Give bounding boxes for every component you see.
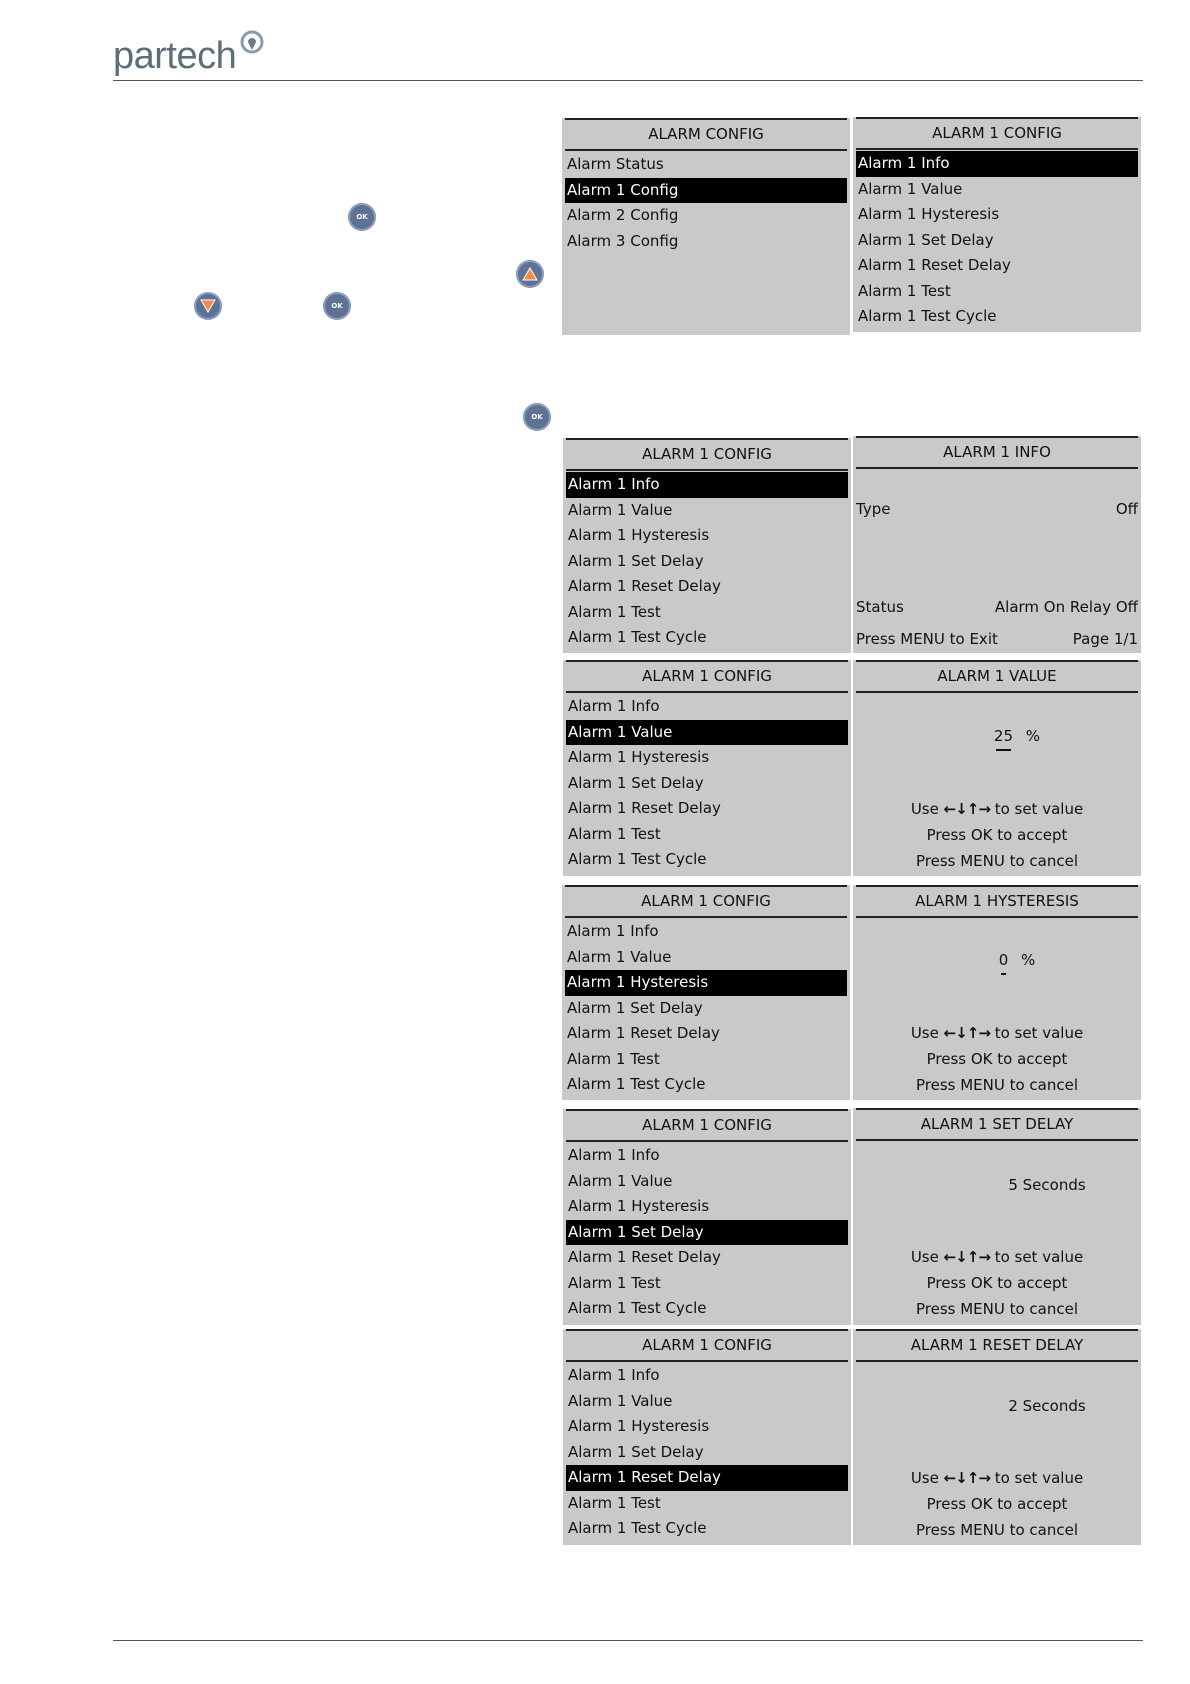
arrow-keys-icon: ←↓↑→ [943,1024,990,1042]
instruction-cancel: Press MENU to cancel [915,1076,1079,1094]
up-arrow-button-icon [516,260,544,288]
menu-item: Alarm 3 Config [567,231,679,250]
alarm1-config-screen [563,438,851,653]
menu-item: Alarm 1 Test [567,1049,660,1068]
set-value-text: to set value [994,800,1084,818]
instruction-cancel: Press MENU to cancel [915,852,1079,870]
screen-title: ALARM 1 SET DELAY [856,1108,1138,1141]
value-unit: % [1021,951,1036,969]
menu-item: Alarm 1 Test Cycle [567,1075,706,1093]
menu-list [566,694,848,873]
screen-title: ALARM 1 CONFIG [856,117,1138,150]
menu-item-selected: Alarm 1 Set Delay [566,1220,848,1246]
value-display: 5 Seconds [1008,1176,1086,1194]
down-arrow-button-icon [194,292,222,320]
menu-list [566,1143,848,1322]
menu-item: Alarm 1 Hysteresis [858,205,1000,223]
value-display [853,727,1141,745]
status-value: Alarm On Relay Off [994,598,1138,616]
menu-item: Alarm 1 Info [567,922,659,940]
screen-title: ALARM 1 INFO [856,436,1138,469]
value-number: 0 [998,951,1009,969]
alarm1-reset-delay-screen [853,1329,1141,1545]
arrow-keys-icon: ←↓↑→ [943,1248,990,1266]
menu-item-selected: Alarm 1 Reset Delay [566,1465,848,1491]
menu-list [565,152,847,254]
screen-title: ALARM 1 CONFIG [566,438,848,471]
alarm1-info-screen [853,436,1141,653]
instruction-use [856,1248,1138,1266]
instruction-use [856,800,1138,818]
alarm1-value-screen [853,660,1141,876]
screen-title: ALARM 1 CONFIG [566,1109,848,1142]
menu-item-selected: Alarm 1 Config [565,178,847,204]
type-value: Off [1115,500,1138,518]
menu-list [565,919,847,1098]
instruction-use [856,1469,1138,1487]
instruction-ok: Press OK to accept [926,1495,1068,1513]
arrow-keys-icon: ←↓↑→ [943,800,990,818]
screen-title: ALARM 1 HYSTERESIS [856,885,1138,918]
alarm1-config-screen [562,885,850,1100]
value-display: 2 Seconds [1008,1397,1086,1415]
menu-item: Alarm 1 Reset Delay [568,1248,721,1266]
footer-rule [113,1640,1143,1641]
menu-item: Alarm 1 Value [568,1171,673,1190]
screen-title: ALARM 1 VALUE [856,660,1138,693]
instruction-cancel: Press MENU to cancel [915,1300,1079,1318]
type-label: Type [856,500,891,518]
ok-button-icon: OK [523,403,551,431]
menu-item: Alarm 1 Set Delay [568,1442,704,1461]
menu-item: Alarm 1 Value [568,1391,673,1410]
screen-title: ALARM 1 RESET DELAY [856,1329,1138,1362]
page-indicator: Page 1/1 [1072,630,1138,648]
menu-list [856,151,1138,330]
menu-item: Alarm 1 Value [568,500,673,519]
menu-item-selected: Alarm 1 Value [566,720,848,746]
value-number: 25 [993,727,1014,745]
ok-button-icon: OK [323,292,351,320]
header-rule [113,80,1143,81]
menu-item: Alarm 1 Hysteresis [568,748,710,766]
instruction-ok: Press OK to accept [926,1050,1068,1068]
ok-button-icon: OK [348,203,376,231]
footer-row [856,630,1138,648]
alarm1-config-screen [563,1109,851,1325]
instruction-ok: Press OK to accept [926,1274,1068,1292]
menu-item: Alarm 1 Set Delay [567,998,703,1017]
menu-item: Alarm 1 Test [568,1493,661,1512]
menu-item: Alarm 1 Test Cycle [568,628,707,646]
menu-item: Alarm 1 Test Cycle [568,850,707,868]
menu-item: Alarm 1 Test [568,602,661,621]
menu-item: Alarm Status [567,155,664,173]
menu-item: Alarm 1 Test Cycle [568,1519,707,1537]
arrow-keys-icon: ←↓↑→ [943,1469,990,1487]
use-text: Use [910,1248,939,1266]
value-display [853,951,1141,969]
set-value-text: to set value [994,1469,1084,1487]
alarm1-config-screen [563,1329,851,1545]
set-value-text: to set value [994,1024,1084,1042]
menu-item: Alarm 1 Value [858,179,963,198]
menu-item: Alarm 1 Hysteresis [568,526,710,544]
screen-title: ALARM 1 CONFIG [566,660,848,693]
menu-item: Alarm 1 Reset Delay [568,577,721,595]
screen-title: ALARM 1 CONFIG [565,885,847,918]
menu-item: Alarm 1 Set Delay [858,230,994,249]
status-row [856,598,1138,616]
menu-item: Alarm 1 Test [568,824,661,843]
logo-text: partech [113,35,237,77]
use-text: Use [910,800,939,818]
exit-hint: Press MENU to Exit [856,630,998,648]
menu-item: Alarm 1 Reset Delay [568,799,721,817]
menu-item: Alarm 1 Hysteresis [568,1417,710,1435]
menu-item: Alarm 1 Test [858,281,951,300]
screen-title: ALARM CONFIG [565,118,847,151]
screen-title: ALARM 1 CONFIG [566,1329,848,1362]
menu-item: Alarm 1 Test [568,1273,661,1292]
alarm1-set-delay-screen [853,1108,1141,1325]
menu-item: Alarm 1 Hysteresis [568,1197,710,1215]
menu-item: Alarm 1 Reset Delay [567,1024,720,1042]
menu-item-selected: Alarm 1 Info [856,151,1138,177]
alarm1-config-screen [853,117,1141,332]
instruction-use [856,1024,1138,1042]
menu-item: Alarm 1 Set Delay [568,551,704,570]
alarm1-hysteresis-screen [853,885,1141,1100]
instruction-cancel: Press MENU to cancel [915,1521,1079,1539]
menu-item: Alarm 1 Info [568,1366,660,1384]
set-value-text: to set value [994,1248,1084,1266]
type-row [856,500,1138,518]
menu-item: Alarm 1 Value [567,947,672,966]
menu-item: Alarm 2 Config [567,206,679,224]
use-text: Use [910,1469,939,1487]
menu-item: Alarm 1 Info [568,697,660,715]
alarm1-config-screen [563,660,851,876]
use-text: Use [910,1024,939,1042]
menu-list [566,472,848,651]
menu-item: Alarm 1 Set Delay [568,773,704,792]
status-label: Status [856,598,904,616]
instruction-ok: Press OK to accept [926,826,1068,844]
value-unit: % [1025,727,1041,745]
menu-item: Alarm 1 Test Cycle [858,307,997,325]
alarm-config-screen [562,118,850,335]
menu-item: Alarm 1 Reset Delay [858,256,1011,274]
menu-item-selected: Alarm 1 Hysteresis [565,970,847,996]
menu-list [566,1363,848,1542]
menu-item-selected: Alarm 1 Info [566,472,848,498]
menu-item: Alarm 1 Info [568,1146,660,1164]
location-pin-icon [239,30,265,60]
menu-item: Alarm 1 Test Cycle [568,1299,707,1317]
